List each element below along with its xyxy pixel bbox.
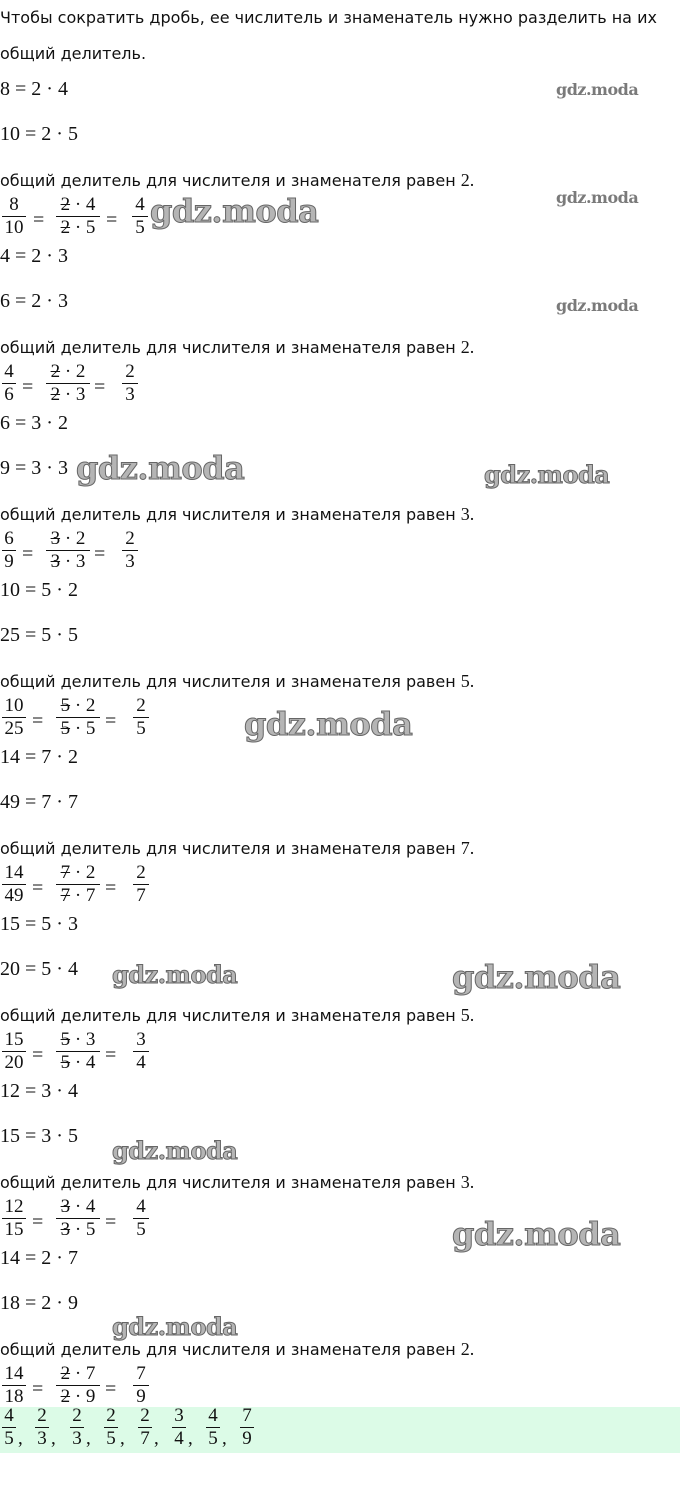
cancelled-factor: 2 — [50, 384, 61, 405]
result-numerator: 2 — [125, 528, 135, 549]
answer-fraction — [104, 1405, 118, 1450]
denominator-factorization: 20 = 5 · 4 — [0, 958, 78, 980]
equals-sign: = — [105, 1211, 117, 1233]
answer-numerator: 4 — [208, 1405, 218, 1426]
answer-fraction — [172, 1405, 186, 1450]
watermark-logo: gdz.moda — [112, 960, 238, 989]
result-fraction — [133, 1029, 149, 1074]
equals-sign: = — [22, 543, 34, 565]
fraction-denominator: 20 — [4, 1052, 24, 1073]
equals-sign: = — [32, 1378, 44, 1400]
denominator-factorization: 10 = 2 · 5 — [0, 123, 78, 145]
watermark-logo: gdz.moda — [556, 296, 639, 315]
result-denominator: 7 — [136, 885, 146, 906]
fraction-denominator: 49 — [4, 885, 24, 906]
common-divisor-text — [0, 1339, 474, 1360]
equals-sign: = — [105, 877, 117, 899]
result-numerator: 2 — [125, 361, 135, 382]
result-fraction — [122, 528, 138, 573]
comma: , — [188, 1428, 193, 1449]
numerator-factorization: 14 = 7 · 2 — [0, 746, 78, 768]
result-numerator: 2 — [136, 862, 146, 883]
cancelled-factor: 5 — [60, 1052, 71, 1073]
fraction-numerator: 8 — [9, 194, 19, 215]
fraction-denominator: 10 — [4, 217, 24, 238]
fraction-denominator: 25 — [4, 718, 24, 739]
equals-sign: = — [105, 1044, 117, 1066]
remaining-factor: · 5 — [74, 217, 96, 238]
common-divisor-text — [0, 838, 474, 859]
remaining-factor: · 4 — [74, 1196, 96, 1217]
answer-denominator: 9 — [242, 1428, 252, 1449]
answer-numerator: 7 — [242, 1405, 252, 1426]
answer-numerator: 2 — [140, 1405, 150, 1426]
fraction-numerator: 6 — [4, 528, 14, 549]
watermark-logo: gdz.moda — [112, 1312, 238, 1341]
result-fraction — [133, 1363, 149, 1408]
fraction-denominator: 15 — [4, 1219, 24, 1240]
remaining-factor: · 3 — [74, 1029, 96, 1050]
gcd-value: 5. — [460, 1005, 475, 1025]
answer-fraction — [240, 1405, 254, 1450]
numerator-factorization: 8 = 2 · 4 — [0, 78, 68, 100]
answer-numerator: 2 — [72, 1405, 82, 1426]
common-divisor-prefix: общий делитель для числителя и знаменателя равен — [0, 672, 456, 691]
comma: , — [120, 1428, 125, 1449]
factored-numerator — [56, 695, 100, 717]
common-divisor-prefix: общий делитель для числителя и знаменателя равен — [0, 1006, 456, 1025]
factored-fraction — [56, 862, 100, 907]
numerator-factorization: 10 = 5 · 2 — [0, 579, 78, 601]
watermark-logo: gdz.moda — [452, 958, 621, 996]
comma: , — [222, 1428, 227, 1449]
result-fraction — [133, 695, 149, 740]
original-fraction — [2, 361, 16, 406]
remaining-factor: · 3 — [64, 384, 86, 405]
cancelled-factor: 7 — [60, 885, 71, 906]
fraction-numerator: 4 — [4, 361, 14, 382]
common-divisor-text — [0, 337, 474, 358]
answer-numerator: 3 — [174, 1405, 184, 1426]
factored-fraction — [56, 1363, 100, 1408]
comma: , — [18, 1428, 23, 1449]
factored-denominator — [56, 718, 100, 740]
answer-numerator: 2 — [37, 1405, 47, 1426]
result-denominator: 9 — [136, 1386, 146, 1407]
factored-fraction — [56, 695, 100, 740]
answer-numerator: 2 — [106, 1405, 116, 1426]
answer-fraction — [70, 1405, 84, 1450]
answer-fraction — [2, 1405, 16, 1450]
equals-sign: = — [94, 376, 106, 398]
result-denominator: 3 — [125, 551, 135, 572]
result-numerator: 7 — [136, 1363, 146, 1384]
gcd-value: 3. — [460, 1172, 475, 1192]
equals-sign: = — [32, 877, 44, 899]
answer-denominator: 3 — [37, 1428, 47, 1449]
result-numerator: 4 — [136, 1196, 146, 1217]
equals-sign: = — [32, 1211, 44, 1233]
remaining-factor: · 2 — [64, 528, 86, 549]
remaining-factor: · 5 — [74, 1219, 96, 1240]
numerator-factorization: 4 = 2 · 3 — [0, 245, 68, 267]
watermark-logo: gdz.moda — [556, 188, 639, 207]
equals-sign: = — [106, 209, 118, 231]
equals-sign: = — [105, 710, 117, 732]
gcd-value: 7. — [460, 838, 475, 858]
denominator-factorization: 15 = 3 · 5 — [0, 1125, 78, 1147]
remaining-factor: · 9 — [74, 1386, 96, 1407]
factored-numerator — [56, 194, 100, 216]
fraction-denominator: 9 — [4, 551, 14, 572]
gcd-value: 5. — [460, 671, 475, 691]
watermark-logo: gdz.moda — [112, 1136, 238, 1165]
remaining-factor: · 7 — [74, 885, 96, 906]
comma: , — [154, 1428, 159, 1449]
factored-numerator — [56, 862, 100, 884]
original-fraction — [2, 194, 26, 239]
original-fraction — [2, 1196, 26, 1241]
watermark-logo: gdz.moda — [244, 705, 413, 743]
intro-line-2: общий делитель. — [0, 44, 147, 63]
original-fraction — [2, 528, 16, 573]
intro-line-1: Чтобы сократить дробь, ее числитель и знаменатель нужно разделить на их — [0, 8, 657, 27]
result-denominator: 5 — [136, 718, 146, 739]
answer-fraction — [206, 1405, 220, 1450]
comma: , — [86, 1428, 91, 1449]
answer-fraction — [35, 1405, 49, 1450]
factored-denominator — [46, 384, 90, 406]
equals-sign: = — [33, 209, 45, 231]
answer-denominator: 4 — [174, 1428, 184, 1449]
denominator-factorization: 49 = 7 · 7 — [0, 791, 78, 813]
equals-sign: = — [22, 376, 34, 398]
cancelled-factor: 3 — [60, 1219, 71, 1240]
result-fraction — [122, 361, 138, 406]
fraction-denominator: 6 — [4, 384, 14, 405]
answer-numerator: 4 — [4, 1405, 14, 1426]
denominator-factorization: 9 = 3 · 3 — [0, 457, 68, 479]
numerator-factorization: 6 = 3 · 2 — [0, 412, 68, 434]
common-divisor-prefix: общий делитель для числителя и знаменателя равен — [0, 1173, 456, 1192]
equals-sign: = — [32, 710, 44, 732]
factored-denominator — [56, 217, 100, 239]
result-denominator: 3 — [125, 384, 135, 405]
watermark-logo: gdz.moda — [76, 449, 245, 487]
cancelled-factor: 2 — [50, 361, 61, 382]
factored-denominator — [46, 551, 90, 573]
equals-sign: = — [105, 1378, 117, 1400]
equals-sign: = — [94, 543, 106, 565]
factored-denominator — [56, 1219, 100, 1241]
gcd-value: 2. — [460, 1339, 475, 1359]
cancelled-factor: 5 — [60, 718, 71, 739]
factored-numerator — [56, 1196, 100, 1218]
remaining-factor: · 3 — [64, 551, 86, 572]
numerator-factorization: 15 = 5 · 3 — [0, 913, 78, 935]
factored-fraction — [56, 1029, 100, 1074]
answer-denominator: 7 — [140, 1428, 150, 1449]
watermark-logo: gdz.moda — [150, 192, 319, 230]
factored-fraction — [46, 528, 90, 573]
result-numerator: 3 — [136, 1029, 146, 1050]
common-divisor-prefix: общий делитель для числителя и знаменателя равен — [0, 505, 456, 524]
result-numerator: 2 — [136, 695, 146, 716]
remaining-factor: · 2 — [74, 695, 96, 716]
answer-fraction — [138, 1405, 152, 1450]
remaining-factor: · 4 — [74, 194, 96, 215]
remaining-factor: · 5 — [74, 718, 96, 739]
cancelled-factor: 5 — [60, 695, 71, 716]
gcd-value: 3. — [460, 504, 475, 524]
remaining-factor: · 7 — [74, 1363, 96, 1384]
factored-fraction — [56, 1196, 100, 1241]
cancelled-factor: 3 — [50, 528, 61, 549]
common-divisor-prefix: общий делитель для числителя и знаменателя равен — [0, 1340, 456, 1359]
fraction-denominator: 18 — [4, 1386, 24, 1407]
remaining-factor: · 2 — [64, 361, 86, 382]
watermark-logo: gdz.moda — [484, 460, 610, 489]
numerator-factorization: 12 = 3 · 4 — [0, 1080, 78, 1102]
gcd-value: 2. — [460, 170, 475, 190]
numerator-factorization: 14 = 2 · 7 — [0, 1247, 78, 1269]
original-fraction — [2, 862, 26, 907]
cancelled-factor: 5 — [60, 1029, 71, 1050]
fraction-numerator: 12 — [4, 1196, 24, 1217]
factored-numerator — [56, 1029, 100, 1051]
cancelled-factor: 7 — [60, 862, 71, 883]
result-fraction — [132, 194, 148, 239]
common-divisor-text — [0, 170, 474, 191]
factored-fraction — [56, 194, 100, 239]
cancelled-factor: 2 — [60, 217, 71, 238]
result-denominator: 5 — [136, 1219, 146, 1240]
watermark-logo: gdz.moda — [452, 1215, 621, 1253]
cancelled-factor: 2 — [60, 1386, 71, 1407]
fraction-numerator: 14 — [4, 862, 24, 883]
answer-denominator: 3 — [72, 1428, 82, 1449]
original-fraction — [2, 1029, 26, 1074]
cancelled-factor: 3 — [50, 551, 61, 572]
common-divisor-text — [0, 504, 474, 525]
factored-denominator — [56, 885, 100, 907]
result-denominator: 4 — [136, 1052, 146, 1073]
watermark-logo: gdz.moda — [556, 80, 639, 99]
denominator-factorization: 25 = 5 · 5 — [0, 624, 78, 646]
common-divisor-prefix: общий делитель для числителя и знаменателя равен — [0, 839, 456, 858]
common-divisor-text — [0, 1172, 474, 1193]
answer-denominator: 5 — [106, 1428, 116, 1449]
comma: , — [51, 1428, 56, 1449]
factored-numerator — [46, 528, 90, 550]
remaining-factor: · 4 — [74, 1052, 96, 1073]
denominator-factorization: 6 = 2 · 3 — [0, 290, 68, 312]
common-divisor-text — [0, 671, 474, 692]
factored-numerator — [46, 361, 90, 383]
result-numerator: 4 — [135, 194, 145, 215]
factored-numerator — [56, 1363, 100, 1385]
fraction-numerator: 14 — [4, 1363, 24, 1384]
remaining-factor: · 2 — [74, 862, 96, 883]
original-fraction — [2, 1363, 26, 1408]
fraction-numerator: 10 — [4, 695, 24, 716]
factored-fraction — [46, 361, 90, 406]
cancelled-factor: 3 — [60, 1196, 71, 1217]
answer-highlight — [0, 1407, 680, 1453]
factored-denominator — [56, 1052, 100, 1074]
gcd-value: 2. — [460, 337, 475, 357]
denominator-factorization: 18 = 2 · 9 — [0, 1292, 78, 1314]
answer-denominator: 5 — [4, 1428, 14, 1449]
fraction-numerator: 15 — [4, 1029, 24, 1050]
answer-denominator: 5 — [208, 1428, 218, 1449]
common-divisor-text — [0, 1005, 474, 1026]
result-fraction — [133, 1196, 149, 1241]
common-divisor-prefix: общий делитель для числителя и знаменателя равен — [0, 171, 456, 190]
result-fraction — [133, 862, 149, 907]
common-divisor-prefix: общий делитель для числителя и знаменателя равен — [0, 338, 456, 357]
cancelled-factor: 2 — [60, 194, 71, 215]
cancelled-factor: 2 — [60, 1363, 71, 1384]
original-fraction — [2, 695, 26, 740]
result-denominator: 5 — [135, 217, 145, 238]
equals-sign: = — [32, 1044, 44, 1066]
